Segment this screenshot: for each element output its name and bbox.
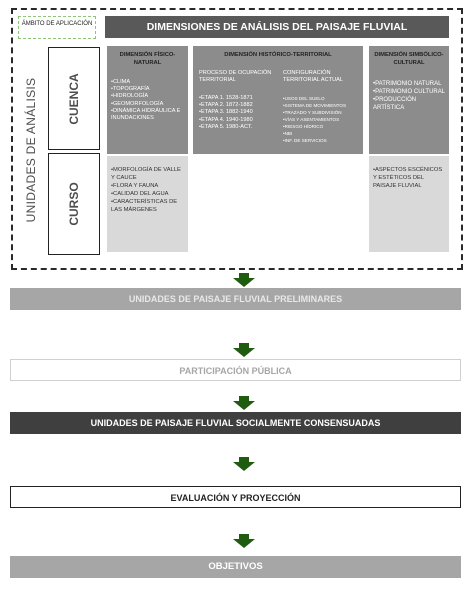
historical-title: DIMENSIÓN HISTÓRICO-TERRITORIAL (224, 52, 332, 58)
list-item: •ASPECTOS ESCÉNICOS Y ESTÉTICOS DEL PAISAJE FLUVIAL (373, 167, 443, 189)
list-item: •ETAPA 5. 1980-ACT. (199, 123, 253, 130)
list-item: •INF. DE SERVICIOS (283, 138, 327, 143)
list-item: •USOS DEL SUELO (283, 96, 325, 101)
down-arrow-icon (233, 343, 255, 359)
units-label-text: UNIDADES DE ANÁLISIS (24, 77, 38, 223)
step-evaluation: EVALUACIÓN Y PROYECCIÓN (10, 486, 461, 508)
down-arrow-icon (233, 457, 255, 473)
row-label-curso-text: CURSO (67, 182, 81, 226)
list-item: •ETAPA 3. 1882-1940 (199, 109, 253, 116)
list-item: •GEOMORFOLOGÍA (111, 100, 164, 107)
historical-cuenca-cell (193, 46, 363, 154)
symbolic-title: DIMENSIÓN SIMBÓLICO-CULTURAL (374, 52, 444, 66)
list-item: •RIESGO HÍDRICO (283, 124, 324, 129)
occupation-heading: PROCESO DE OCUPACIÓN TERRITORIAL (199, 70, 272, 83)
list-item: •ETAPA 2. 1872-1882 (199, 102, 253, 109)
list-item: •ETAPA 4. 1940-1980 (199, 116, 253, 123)
physical-cuenca-cell (107, 46, 188, 154)
list-item: •PRODUCCIÓN ARTÍSTICA (373, 97, 417, 111)
step-objectives: OBJETIVOS (10, 556, 461, 578)
symbolic-cuenca-cell (369, 46, 449, 154)
step-preliminary-units: UNIDADES DE PAISAJE FLUVIAL PRELIMINARES (10, 288, 461, 310)
occupation-column (199, 70, 275, 131)
row-label-curso (48, 153, 100, 255)
down-arrow-icon (233, 273, 255, 289)
list-item: •HIDROLOGÍA (111, 93, 149, 100)
row-label-cuenca (48, 47, 100, 150)
list-item: •VÍAS Y ASENTAMIENTOS (283, 117, 340, 122)
physical-cuenca-items (107, 67, 188, 122)
list-item: •CALIDAD DEL AGUA (111, 191, 169, 197)
physical-title: DIMENSIÓN FÍSICO-NATURAL (119, 52, 176, 66)
physical-curso-cell (107, 156, 188, 252)
list-item: •TRAZADO Y SUBDIVISIÓN (283, 110, 342, 115)
list-item: •DINÁMICA HIDRÁULICA E INUNDACIONES (111, 107, 181, 122)
step-consensus-units: UNIDADES DE PAISAJE FLUVIAL SOCIALMENTE CONSENSUADAS (10, 412, 461, 434)
list-item: •CARACTERÍSTICAS DE LAS MÁRGENES (111, 199, 178, 213)
ambito-label: ÁMBITO DE APLICACIÓN (18, 16, 96, 39)
physical-curso-items (107, 156, 188, 214)
down-arrow-icon (233, 396, 255, 412)
list-item: •TOPOGRAFÍA (111, 86, 150, 93)
list-item: •FLORA Y FAUNA (111, 183, 159, 189)
dimensions-header: DIMENSIONES DE ANÁLISIS DEL PAISAJE FLUVIAL (105, 16, 449, 38)
symbolic-curso-cell (369, 156, 449, 252)
down-arrow-icon (233, 534, 255, 550)
list-item: •MORFOLOGÍA DE VALLE Y CAUCE (111, 167, 181, 181)
step-public-participation: PARTICIPACIÓN PÚBLICA (10, 359, 461, 381)
occupation-items (199, 95, 275, 131)
list-item: •SISTEMA DE MOVIMIENTOS (283, 103, 347, 108)
configuration-heading: CONFIGURACIÓN TERRITORIAL ACTUAL (283, 70, 343, 83)
list-item: •PATRIMONIO CULTURAL (373, 89, 446, 95)
units-label (17, 46, 45, 254)
list-item: •CLIMA (111, 79, 131, 85)
list-item: •ETAPA 1. 1528-1871 (199, 95, 253, 101)
configuration-items (283, 95, 361, 144)
symbolic-curso-items (369, 156, 449, 190)
symbolic-cuenca-items (369, 67, 449, 112)
row-label-cuenca-text: CUENCA (67, 72, 81, 125)
historical-curso-cell (193, 156, 363, 252)
list-item: •NBI (283, 131, 293, 136)
list-item: •PATRIMONIO NATURAL (373, 81, 442, 87)
configuration-column (283, 70, 361, 144)
